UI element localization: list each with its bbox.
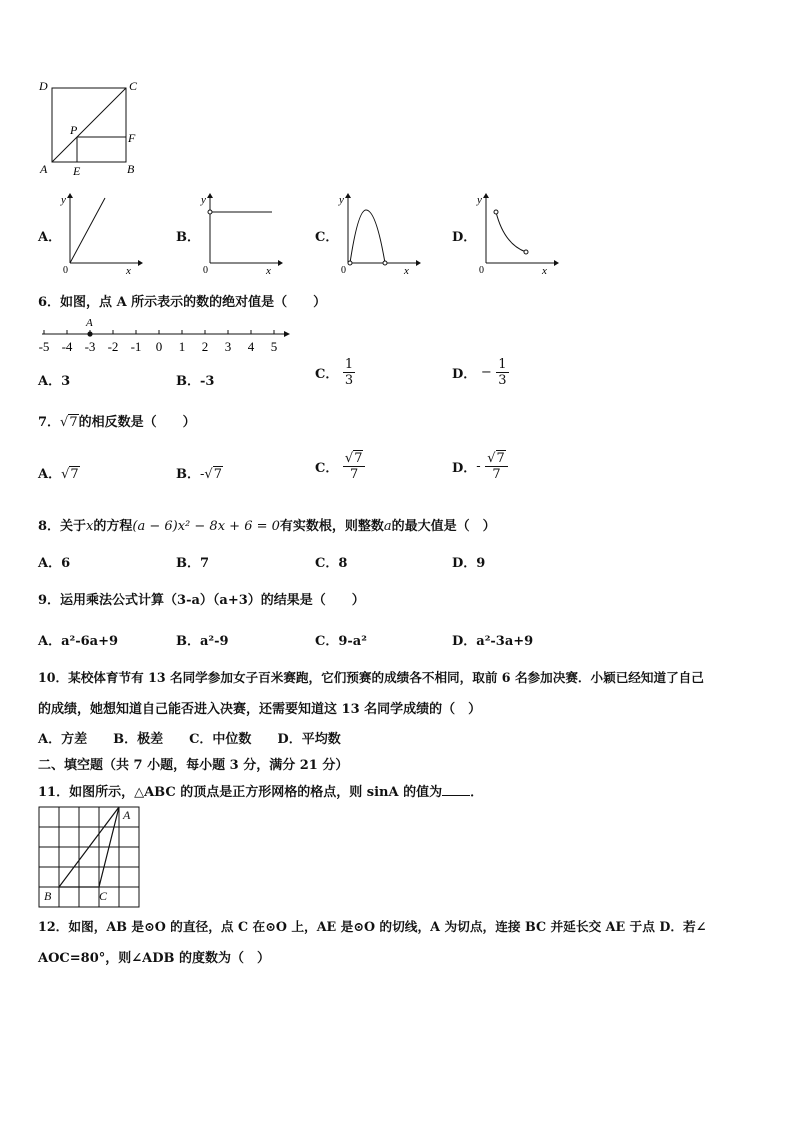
grid-label-A: A — [123, 808, 131, 822]
q7-stem: 7．√7的相反数是（ ） — [38, 415, 196, 430]
q5-option-c-label: C． — [315, 230, 339, 245]
q8-option-c[interactable]: C．8 — [315, 556, 348, 571]
graph-c — [336, 190, 421, 275]
svg-text:y: y — [339, 194, 344, 206]
q11-stem: 11．如图所示，△ABC 的顶点是正方形网格的格点，则 sinA 的值为 ． — [38, 785, 484, 800]
tick-label: -5 — [38, 339, 50, 354]
point-label-A: A — [86, 317, 93, 329]
q10-stem-line2: 的成绩，她想知道自己能否进入决赛，还需要知道这 13 名同学成绩的（ ） — [38, 702, 482, 717]
q8-option-b[interactable]: B．7 — [176, 556, 210, 571]
label-E: E — [73, 164, 81, 178]
q7-option-b[interactable]: B．-√7 — [176, 467, 222, 482]
tick-label: 4 — [247, 339, 255, 354]
tick-label: 5 — [270, 339, 278, 354]
q6-option-d[interactable]: D． − $\frac{1}{3}$ — [452, 357, 507, 388]
svg-text:0: 0 — [479, 265, 484, 275]
q11-answer-blank[interactable] — [442, 785, 470, 796]
q5-option-a-label: A． — [38, 230, 62, 245]
q9-option-a[interactable]: A．a²-6a+9 — [38, 634, 119, 649]
q10-options[interactable]: A．方差 B．极差 C．中位数 D．平均数 — [38, 732, 341, 747]
tick-label: -2 — [107, 339, 119, 354]
label-P: P — [70, 123, 78, 137]
q6-stem: 6．如图，点 A 所示表示的数的绝对值是（ ） — [38, 295, 327, 310]
svg-text:0: 0 — [341, 265, 346, 275]
tick-label: -1 — [130, 339, 142, 354]
graph-b — [198, 190, 283, 275]
svg-text:y: y — [61, 194, 66, 206]
svg-text:y: y — [201, 194, 206, 206]
q5-option-d-label: D． — [452, 230, 477, 245]
svg-text:0: 0 — [203, 265, 208, 275]
q9-option-b[interactable]: B．a²-9 — [176, 634, 229, 649]
svg-text:y: y — [477, 194, 482, 206]
label-A: A — [40, 162, 48, 176]
label-F: F — [128, 131, 136, 145]
graph-a — [58, 190, 143, 275]
q9-option-d[interactable]: D．a²-3a+9 — [452, 634, 534, 649]
q12-stem-line1: 12．如图，AB 是⊙O 的直径，点 C 在⊙O 上，AE 是⊙O 的切线，A 为切点，连接 BC 并延长交 AE 于点 D．若∠ — [38, 919, 707, 934]
square-figure — [36, 78, 146, 178]
label-B: B — [127, 162, 135, 176]
tick-label: -3 — [84, 339, 96, 354]
svg-text:x: x — [542, 265, 547, 275]
q7-option-c[interactable]: C． $\frac{√7}{7}$ — [315, 452, 365, 481]
svg-text:x: x — [266, 265, 271, 275]
q6-option-a[interactable]: A．3 — [38, 374, 71, 389]
q5-option-b-label: B． — [176, 230, 200, 245]
tick-label: -4 — [61, 339, 73, 354]
label-D: D — [39, 79, 48, 93]
grid-triangle-figure — [36, 804, 142, 908]
svg-text:0: 0 — [63, 265, 68, 275]
tick-label: 3 — [224, 339, 232, 354]
grid-label-B: B — [44, 889, 52, 903]
tick-label: 2 — [201, 339, 209, 354]
tick-label: 1 — [178, 339, 186, 354]
q8-stem: 8．关于x的方程(a − 6)x² − 8x + 6 = 0有实数根，则整数a的最大值是（ ） — [38, 519, 496, 534]
graph-d — [474, 190, 559, 275]
q6-option-c[interactable]: C． $\frac{1}{3}$ — [315, 357, 354, 388]
label-C: C — [129, 79, 138, 93]
number-line — [34, 316, 294, 356]
svg-text:x: x — [126, 265, 131, 275]
q9-option-c[interactable]: C．9-a² — [315, 634, 367, 649]
q8-option-d[interactable]: D．9 — [452, 556, 486, 571]
q10-stem-line1: 10．某校体育节有 13 名同学参加女子百米赛跑，它们预赛的成绩各不相同，取前 6 名参加决赛．小颖已经知道了自己 — [38, 670, 704, 685]
section-heading: 二、填空题（共 7 小题，每小题 3 分，满分 21 分） — [38, 758, 349, 773]
tick-label: 0 — [155, 339, 163, 354]
svg-text:x: x — [404, 265, 409, 275]
grid-label-C: C — [99, 889, 108, 903]
q7-option-d[interactable]: D．- $\frac{√7}{7}$ — [452, 452, 508, 481]
q9-stem: 9．运用乘法公式计算（3-a）（a+3）的结果是（ ） — [38, 593, 365, 608]
q8-option-a[interactable]: A．6 — [38, 556, 71, 571]
q6-option-b[interactable]: B．-3 — [176, 374, 215, 389]
q12-stem-line2: AOC=80°，则∠ADB 的度数为（ ） — [38, 951, 271, 966]
q7-option-a[interactable]: A．√7 — [38, 467, 79, 482]
